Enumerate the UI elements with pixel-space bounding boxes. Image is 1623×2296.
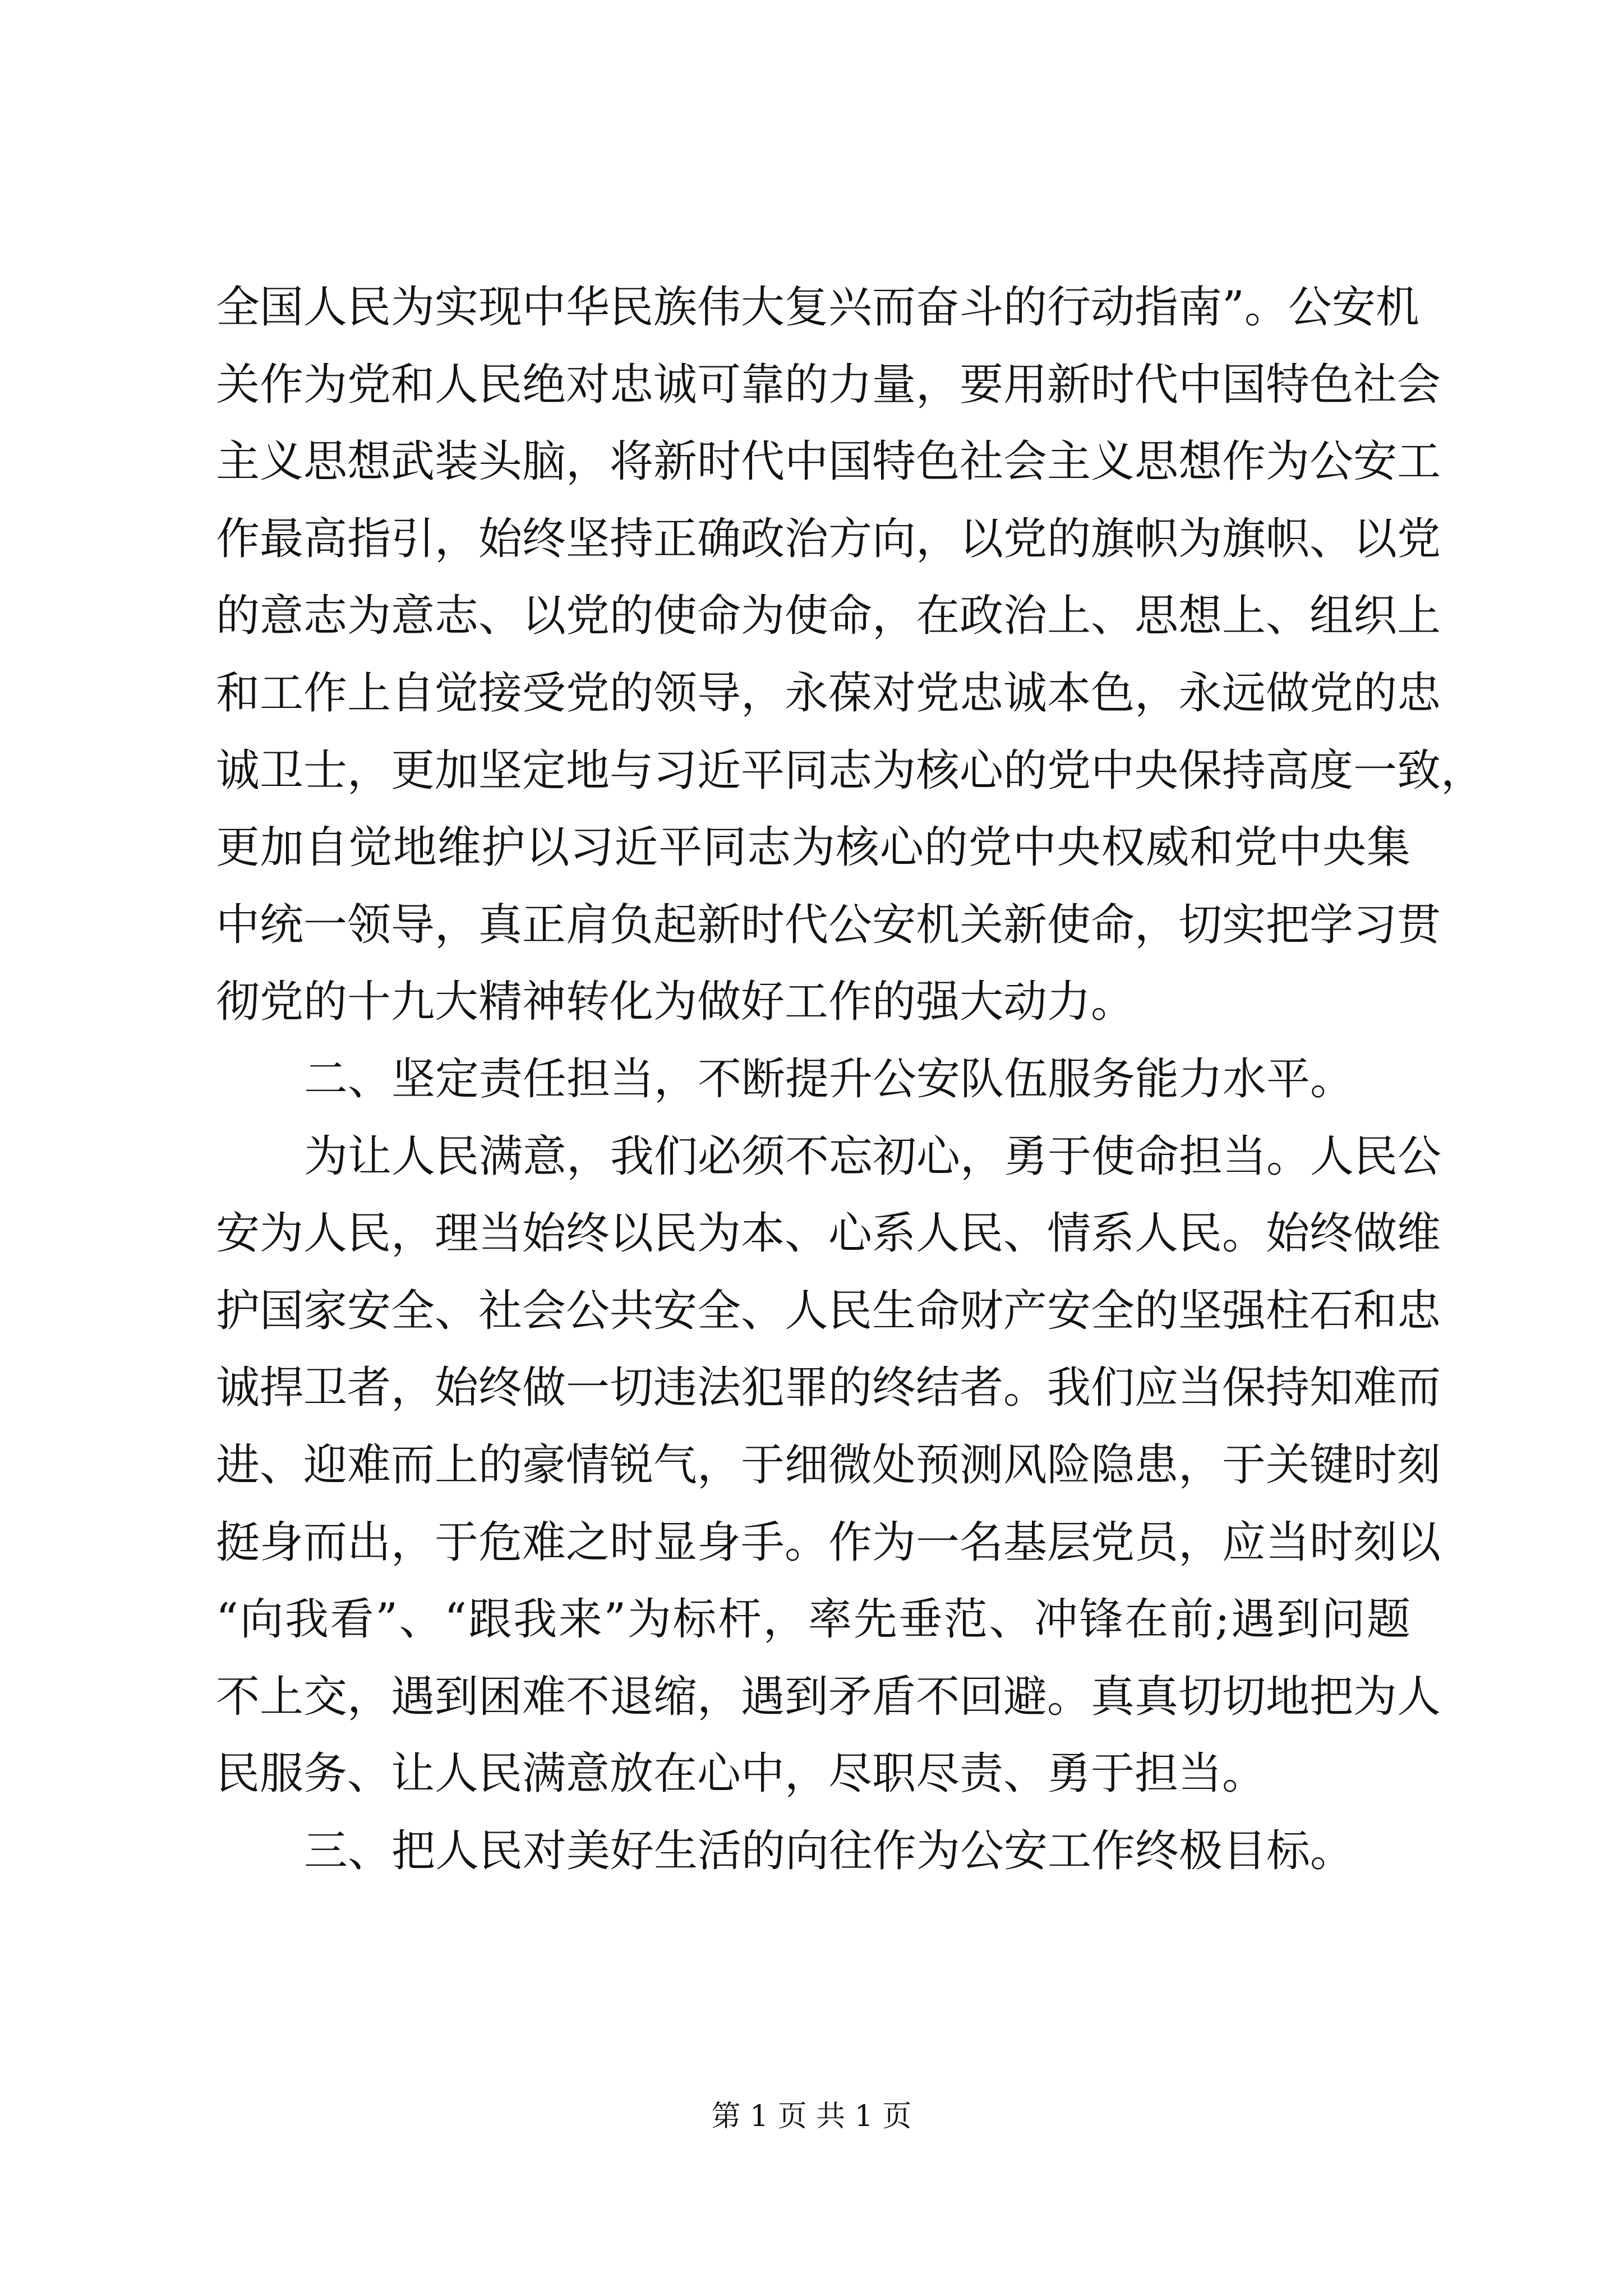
text-line: 中统一领导，真正肩负起新时代公安机关新使命，切实把学习贯 <box>216 899 1441 950</box>
document-body <box>216 269 1485 1890</box>
text-line: 不上交，遇到困难不退缩，遇到矛盾不回避。真真切切地把为人 <box>216 1671 1441 1722</box>
text-line: 诚捍卫者，始终做一切违法犯罪的终结者。我们应当保持知难而 <box>216 1363 1441 1414</box>
text-line: 挺身而出，于危难之时显身手。作为一名基层党员，应当时刻以 <box>216 1517 1441 1568</box>
text-line: 和工作上自觉接受党的领导，永葆对党忠诚本色，永远做党的忠 <box>216 668 1441 719</box>
text-line: 三、把人民对美好生活的向往作为公安工作终极目标。 <box>304 1825 1354 1876</box>
text-line: 全国人民为实现中华民族伟大复兴而奋斗的行动指南”。公安机 <box>216 282 1419 333</box>
text-line: 彻党的十九大精神转化为做好工作的强大动力。 <box>216 977 1135 1028</box>
text-line: 作最高指引，始终坚持正确政治方向，以党的旗帜为旗帜、以党 <box>216 513 1441 564</box>
text-line: 诚卫士，更加坚定地与习近平同志为核心的党中央保持高度一致， <box>216 745 1485 796</box>
text-line: 护国家安全、社会公共安全、人民生命财产安全的坚强柱石和忠 <box>216 1285 1441 1336</box>
text-line: “向我看”、“跟我来”为标杆，率先垂范、冲锋在前;遇到问题 <box>216 1594 1410 1645</box>
text-line: 的意志为意志、以党的使命为使命，在政治上、思想上、组织上 <box>216 591 1441 642</box>
page-footer: 第 1 页 共 1 页 <box>711 2100 912 2133</box>
text-line: 更加自觉地维护以习近平同志为核心的党中央权威和党中央集 <box>216 822 1410 873</box>
text-line: 二、坚定责任担当，不断提升公安队伍服务能力水平。 <box>304 1053 1354 1105</box>
text-line: 关作为党和人民绝对忠诚可靠的力量，要用新时代中国特色社会 <box>216 359 1441 410</box>
text-line: 进、迎难而上的豪情锐气，于细微处预测风险隐患，于关键时刻 <box>216 1439 1441 1490</box>
text-line: 安为人民，理当始终以民为本、心系人民、情系人民。始终做维 <box>216 1208 1441 1259</box>
text-line: 主义思想武装头脑，将新时代中国特色社会主义思想作为公安工 <box>216 436 1441 487</box>
text-line: 民服务、让人民满意放在心中，尽职尽责、勇于担当。 <box>216 1749 1266 1800</box>
text-line: 为让人民满意，我们必须不忘初心，勇于使命担当。人民公 <box>304 1131 1442 1182</box>
